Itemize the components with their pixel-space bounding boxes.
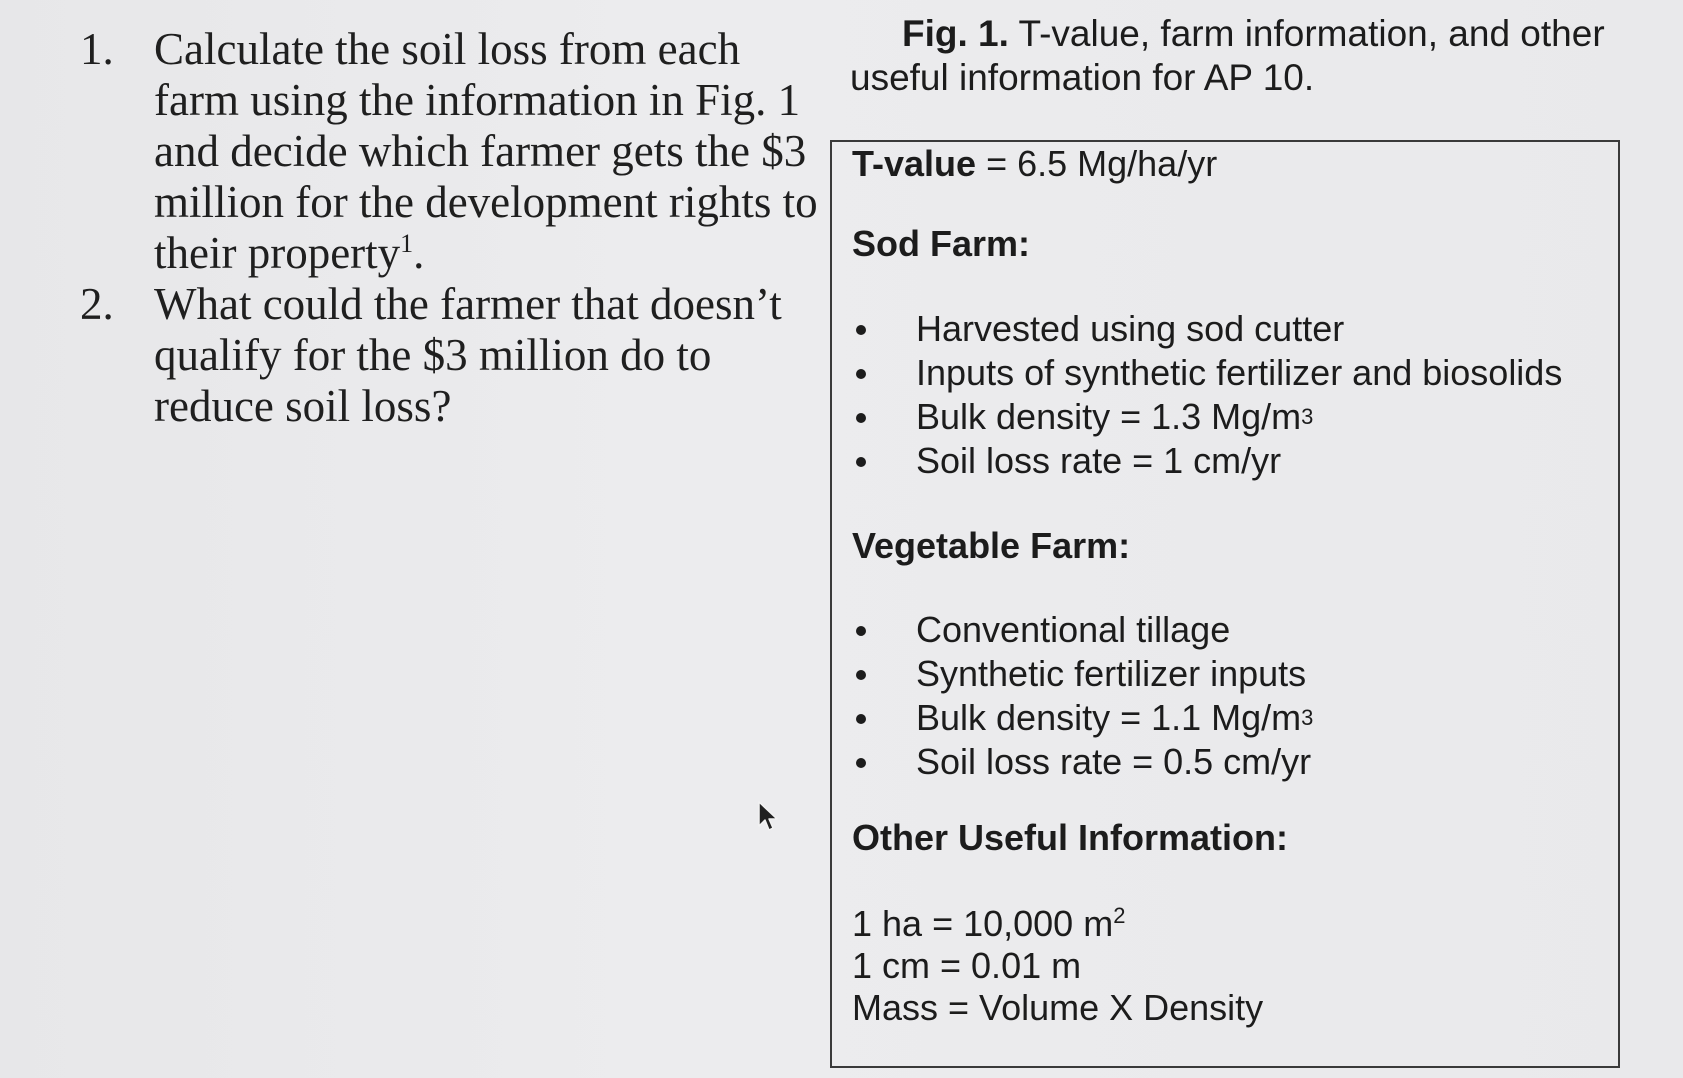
list-item: Bulk density = 1.1 Mg/m 3 <box>852 696 1313 740</box>
bullet-icon <box>852 351 916 395</box>
question-1-body: Calculate the soil loss from each farm using the information in Fig. 1 and decide which farmer gets the $3 million for the development rights to their property <box>154 24 818 278</box>
bullet-icon <box>852 740 916 784</box>
bullet-icon <box>852 608 916 652</box>
list-item: Harvested using sod cutter <box>852 307 1562 351</box>
bullet-icon <box>852 652 916 696</box>
list-item: Soil loss rate = 0.5 cm/yr <box>852 740 1313 784</box>
bullet-icon <box>852 696 916 740</box>
formula-line: Mass = Volume X Density <box>852 987 1264 1028</box>
mouse-pointer-icon <box>757 801 779 833</box>
other-info-heading: Other Useful Information: <box>852 817 1289 858</box>
bullet-icon <box>852 439 916 483</box>
conversion-line: 1 ha = 10,000 $m^2$ <box>852 903 1126 944</box>
footnote-mark: 1 <box>400 229 414 258</box>
question-number: 2. <box>80 279 114 329</box>
vegetable-farm-list <box>852 608 1313 784</box>
sod-farm-heading: Sod Farm: <box>852 223 1031 264</box>
question-1 <box>80 24 820 279</box>
question-text: What could the farmer that doesn’t qualify for the $3 million do to reduce soil loss? <box>154 279 782 431</box>
sod-farm-list <box>852 307 1562 483</box>
bullet-icon <box>852 307 916 351</box>
question-text <box>154 24 820 279</box>
list-item: Synthetic fertilizer inputs <box>852 652 1313 696</box>
question-2 <box>80 279 820 432</box>
question-list <box>80 24 820 432</box>
list-item: Bulk density = 1.3 Mg/m 3 <box>852 395 1562 439</box>
question-1-end: . <box>413 228 425 278</box>
list-item: Inputs of synthetic fertilizer and biosolids <box>852 351 1562 395</box>
t-value-line <box>852 142 1217 186</box>
conversion-line: 1 cm = 0.01 m <box>852 945 1082 986</box>
list-item: Conventional tillage <box>852 608 1313 652</box>
bullet-icon <box>852 395 916 439</box>
t-value-value: = 6.5 Mg/ha/yr <box>976 143 1218 184</box>
figure-caption-text: T-value, farm information, and other useful information for AP 10. <box>850 13 1605 98</box>
question-number: 1. <box>80 24 114 74</box>
t-value-label: T-value <box>852 143 977 184</box>
vegetable-farm-heading: Vegetable Farm: <box>852 525 1131 566</box>
figure-caption <box>850 12 1630 100</box>
figure-label: Fig. 1. <box>902 13 1009 54</box>
list-item: Soil loss rate = 1 cm/yr <box>852 439 1562 483</box>
figure-box <box>830 140 1620 1068</box>
